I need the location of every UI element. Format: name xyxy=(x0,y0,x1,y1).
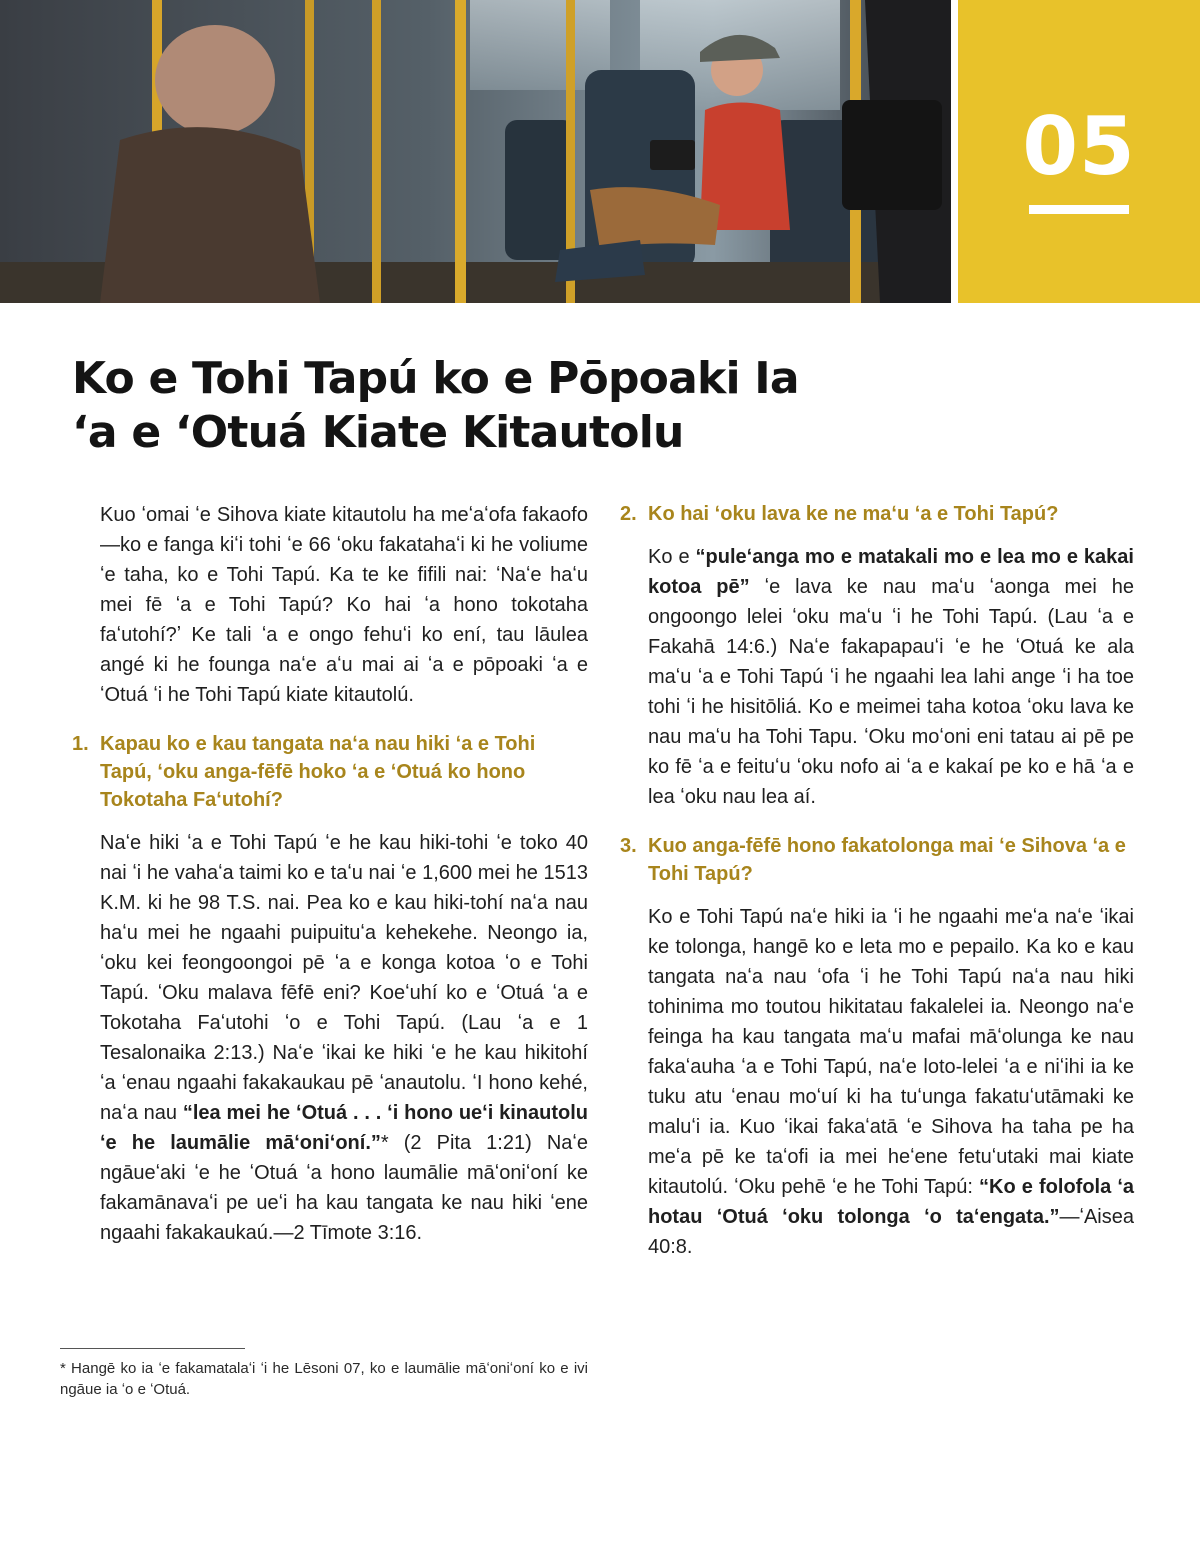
answer-1-quote: “lea mei he ʻOtuá . . . ʻi hono ueʻi kinautolu ʻe he laumālie māʻoniʻoní.” xyxy=(100,1102,589,1154)
lesson-number-underline xyxy=(1029,205,1129,214)
lesson-title xyxy=(72,352,972,460)
answer-3-text-post: —ʻAisea 40:8. xyxy=(648,1206,1134,1258)
lesson-title-line2: ʻa e ʻOtuá Kiate Kitautolu xyxy=(72,407,684,458)
question-1-text: Kapau ko e kau tangata naʻa nau hiki ʻa e Tohi Tapú, ʻoku anga-fēfē hoko ʻa e ʻOtuá ko hono Tokotaha Faʻutohí? xyxy=(100,733,536,811)
question-1-number: 1. xyxy=(72,733,89,755)
answer-1-paragraph xyxy=(72,828,588,1248)
lesson-number-tab xyxy=(958,0,1200,303)
question-3-text: Kuo anga-fēfē hono fakatolonga mai ʻe Sihova ʻa e Tohi Tapú? xyxy=(648,835,1126,885)
intro-paragraph: Kuo ʻomai ʻe Sihova kiate kitautolu ha meʻaʻofa fakaofo—ko e fanga kiʻi tohi ʻe 66 ʻoku fakatahaʻi ki he voliume ʻe taha, ko e Tohi Tapú. Ka te ke fifili nai: ʻNaʻe haʻu mei fē ʻa e Tohi Tapú? Ko hai ʻa hono tokotaha faʻutohí?ʼ Ke tali ʻa e ongo fehuʻi ko ení, tau lāulea angé ki he founga naʻe aʻu mai ai ʻa e pōpoaki ʻa e ʻOtuá ʻi he Tohi Tapú kiate kitautolú. xyxy=(100,504,588,706)
question-3 xyxy=(620,832,1134,888)
question-1 xyxy=(72,730,588,814)
answer-2-text-pre: Ko e xyxy=(648,546,696,568)
right-column xyxy=(620,500,1134,1282)
question-3-number: 3. xyxy=(620,835,637,857)
left-column xyxy=(72,500,588,1268)
footnote: * Hangē ko ia ʻe fakamatalaʻi ʻi he Lēsoni 07, ko e laumālie māʻoniʻoní ko e ivi ngāue ia ʻo e ʻOtuá. xyxy=(60,1360,588,1398)
footnote-divider xyxy=(60,1348,245,1349)
question-2-text: Ko hai ʻoku lava ke ne maʻu ʻa e Tohi Tapú? xyxy=(648,503,1059,525)
hero-photo xyxy=(0,0,951,303)
answer-2-text-post: ʻe lava ke nau maʻu ʻaonga mei he ongoongo lelei ʻoku maʻu ʻi he Tohi Tapú. (Lau ʻa e Fakahā 14:6.) Naʻe fakapapauʻi ʻe he ʻOtuá ke ala maʻu ʻa e Tohi Tapú ʻi he ngaahi lea lahi ange ʻi ha toe tohi ʻi he hisitōliá. Ko e meimei taha kotoa ʻoku lava ke nau maʻu ha Tohi Tapu. ʻOku moʻoni eni tatau ai pē pe ko fē ʻa e feituʻu ʻoku nofo ai ʻa e kakaí pe ko e hā ʻa e lea ʻoku nau lea aí. xyxy=(648,576,1134,808)
answer-3-quote: “Ko e folofola ʻa hotau ʻOtuá ʻoku tolonga ʻo taʻengata.” xyxy=(648,1176,1135,1228)
bus-interior-illustration xyxy=(0,0,951,303)
lesson-title-line1: Ko e Tohi Tapú ko e Pōpoaki Ia xyxy=(72,353,799,404)
answer-1-text-b: * (2 Pita 1:21) Naʻe ngāueʻaki ʻe he ʻOtuá ʻa hono laumālie māʻoniʻoní ke fakamānavaʻi pe ueʻi ha kau tangata ke nau hiki ʻene ngaahi fakakaukaú.—2 Tīmote 3:16. xyxy=(100,1132,588,1244)
answer-3-paragraph xyxy=(620,902,1134,1262)
answer-2-quote: “puleʻanga mo e matakali mo e lea mo e kakai kotoa pē” xyxy=(648,546,1134,598)
answer-1-text-a: Naʻe hiki ʻa e Tohi Tapú ʻe he kau hiki-tohi ʻe toko 40 nai ʻi he vahaʻa taimi ko e taʻu nai ʻe 1,600 mei he 1513 K.M. ki he 98 T.S. nai. Pea ko e kau hiki-tohí naʻa nau haʻu mei he ngaahi puipuituʻa kehekehe. Neongo ia, ʻoku kei feongoongoi pē ʻa e konga kotoa ʻo e Tohi Tapú. ʻOku malava fēfē eni? Koeʻuhí ko e ʻOtuá ʻa e Tokotaha Faʻutohi ʻo e Tohi Tapú. (Lau ʻa e 1 Tesalonaika 2:13.) Naʻe ʻikai ke hiki ʻe he kau hikitohí ʻa ʻenau ngaahi fakakaukau pē ʻanautolu. ʻI hono kehé, naʻa nau xyxy=(100,832,588,1124)
question-2-number: 2. xyxy=(620,503,637,525)
lesson-number: 05 xyxy=(1022,100,1136,193)
question-2 xyxy=(620,500,1134,528)
answer-3-text-pre: Ko e Tohi Tapú naʻe hiki ia ʻi he ngaahi meʻa naʻe ʻikai ke tolonga, hangē ko e leta mo e pepailo. Ka ko e kau tangata naʻa nau ʻofa ʻi he Tohi Tapú naʻa nau hiki tohinima mo toutou hikitatau fakalelei ia. Neongo naʻe feinga ha kau tangata maʻu mafai māʻolunga ke nau fakaʻauha ʻa e Tohi Tapú, naʻe loto-lelei ʻa e niʻihi ia ke tuku atu ʻenau moʻuí ki ha tuʻunga fakatuʻutāmaki ke maluʻi ia. Kuo ʻikai fakaʻatā ʻe Sihova ha taha pe ha meʻa pē ke taʻofi ia mei heʻene fetuʻutaki mai kiate kitautolú. ʻOku pehē ʻe he Tohi Tapú: xyxy=(648,906,1134,1198)
answer-2-paragraph xyxy=(620,542,1134,812)
